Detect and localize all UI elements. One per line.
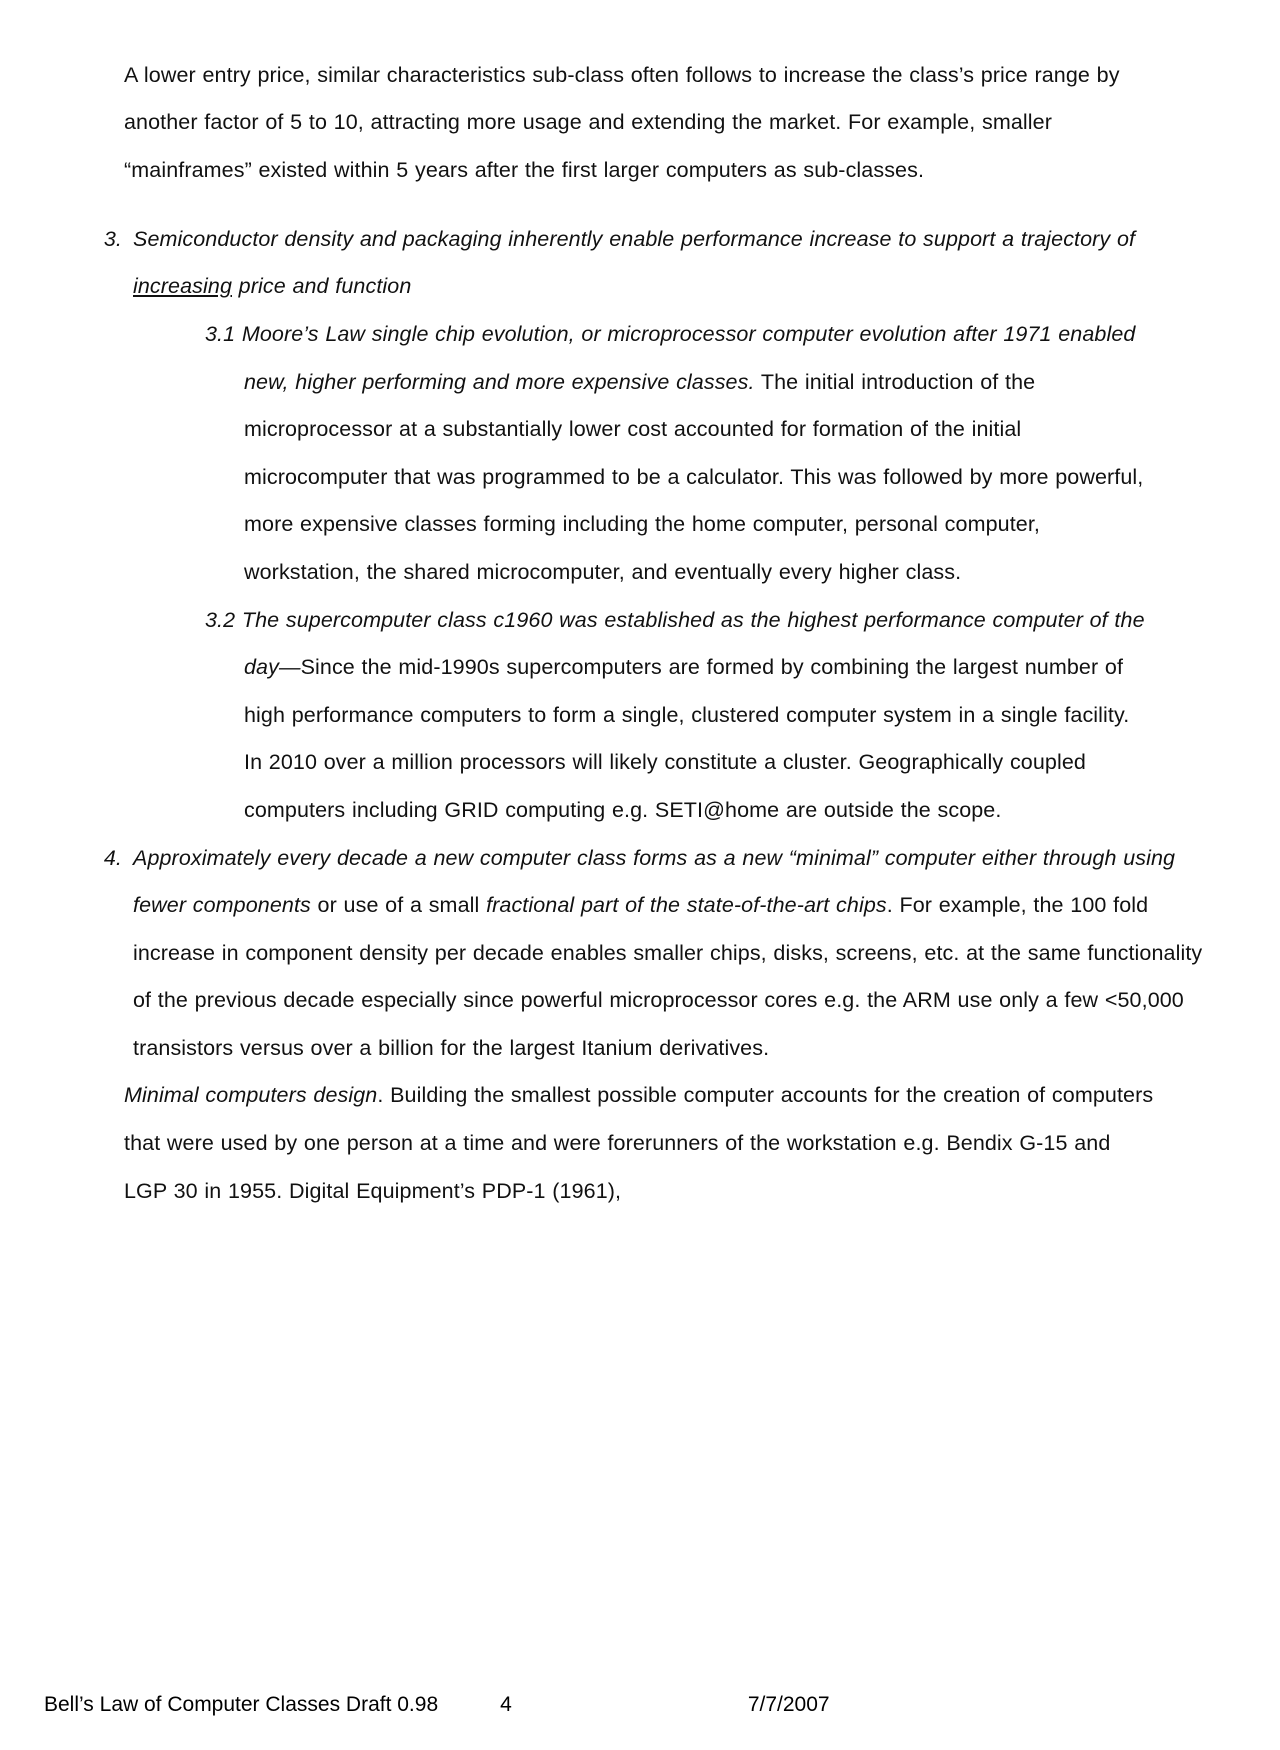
footer-date: 7/7/2007 <box>747 1693 830 1716</box>
list-item-3-2-label: 3.2 The supercomputer class c1960 was established as the highest performance computer of the day <box>205 607 1145 680</box>
list-item-4-segment-4: . For example, the 100 fold increase in component density per decade enables smaller chips, disks, screens, etc. at the same functionality of the previous decade especially since powerful microprocessor cores e.g. the ARM use only a few <50,000 transistors versus over a billion for the largest Itanium derivatives. <box>133 893 1203 1060</box>
list-item-3 <box>88 216 1208 311</box>
list-item-3-2-body: Since the mid-1990s supercomputers are formed by combining the largest number of high performance computers to form a single, clustered computer system in a single facility. In 2010 over a million processors will likely constitute a cluster. Geographically coupled computers including GRID computing e.g. SETI@home are outside the scope. <box>244 655 1130 822</box>
minimal-computers-body: . Building the smallest possible computer accounts for the creation of computers that were used by one person at a time and were forerunners of the workstation e.g. Bendix G-15 and LGP 30 in 1955. Digital Equipment’s PDP-1 (1961), <box>124 1083 1154 1203</box>
list-item-4-body <box>133 835 1208 1073</box>
list-item-4 <box>88 835 1208 1073</box>
list-item-3-1-body: The initial introduction of the microprocessor at a substantially lower cost accounted for formation of the initial microcomputer that was programmed to be a calculator. This was followed by more powerful, more expensive classes forming including the home computer, personal computer, workstation, the shared microcomputer, and eventually every higher class. <box>244 369 1144 584</box>
list-item-3-text-part1: Semiconductor density and packaging inherently enable performance increase to support a trajectory of <box>133 226 1136 251</box>
list-item-3-number: 3. <box>103 226 122 251</box>
list-item-3-text-part2: price and function <box>232 274 412 299</box>
minimal-computers-paragraph <box>124 1072 1154 1215</box>
list-item-3-1 <box>205 311 1154 597</box>
minimal-computers-lead: Minimal computers design <box>124 1083 378 1108</box>
list-item-3-2-dash: — <box>278 655 301 680</box>
list-item-4-segment-1: Approximately every decade a new computer class forms as a new “minimal” computer either through using fewer components <box>133 845 1176 918</box>
list-item-4-segment-3: fractional part of the state-of-the-art chips <box>486 893 887 918</box>
intro-paragraph: A lower entry price, similar characteristics sub-class often follows to increase the class’s price range by another factor of 5 to 10, attracting more usage and extending the market. For example, smaller “mainframes” existed within 5 years after the first larger computers as sub-classes. <box>124 62 1120 182</box>
list-item-4-number: 4. <box>103 845 122 870</box>
list-item-3-2 <box>205 597 1154 835</box>
footer-title: Bell’s Law of Computer Classes Draft 0.98 <box>44 1693 439 1716</box>
page-footer <box>44 1690 1184 1720</box>
list-item-3-1-label: 3.1 Moore’s Law single chip evolution, or microprocessor computer evolution after 1971 enabled new, higher performing and more expensive classes. <box>205 321 1136 394</box>
list-item-3-body <box>133 216 1208 311</box>
footer-page-number: 4 <box>500 1693 512 1716</box>
list-item-3-underlined-word: increasing <box>133 274 232 299</box>
document-body <box>80 30 1203 1215</box>
list-item-4-segment-2: or use of a small <box>310 893 487 918</box>
